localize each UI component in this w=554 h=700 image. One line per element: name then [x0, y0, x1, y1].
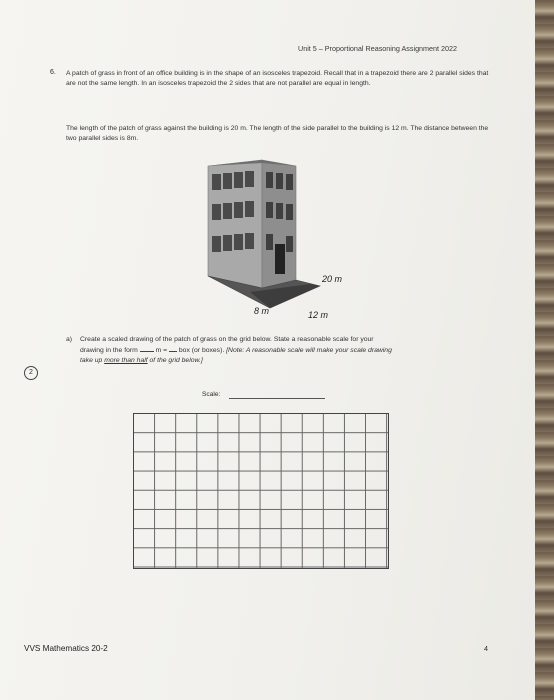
label-12m: 12 m — [308, 310, 329, 320]
label-8m: 8 m — [254, 306, 270, 316]
part-a-line1: Create a scaled drawing of the patch of grass on the grid below. State a reasonable scale for your — [80, 336, 374, 343]
footer: VVS Mathematics 20-2 — [24, 644, 108, 653]
page-header: Unit 5 – Proportional Reasoning Assignment 2022 — [298, 44, 458, 53]
part-a-line2: drawing in the form m = box (or boxes). [Note: A reasonable scale will make your scale drawing — [80, 346, 392, 354]
drawing-grid[interactable] — [133, 413, 389, 569]
background-edge — [535, 0, 554, 700]
scale-answer-line[interactable] — [229, 398, 325, 399]
question-intro: A patch of grass in front of an office building is in the shape of an isosceles trapezoid. Recall that in a trapezoid there are 2 parallel sides that are not the same length. In an isosceles trapezoid the 2 sides that are not parallel are equal in length. — [66, 70, 489, 88]
marks-circle: 2 — [24, 366, 38, 380]
question-details: The length of the patch of grass against the building is 20 m. The length of the side parallel to the building is 12 m. The distance between the two parallel sides is 8m. — [66, 125, 489, 143]
page-number: 4 — [484, 644, 488, 653]
part-a-line3: take up more than half of the grid below.] — [80, 357, 203, 365]
question-number: 6. — [50, 69, 56, 76]
part-a-label: a) — [66, 336, 73, 343]
label-20m: 20 m — [322, 274, 343, 284]
building-figure — [200, 158, 360, 328]
scale-label: Scale: — [202, 391, 221, 398]
part-a-note: [Note: A reasonable scale will make your scale drawing — [226, 346, 392, 354]
